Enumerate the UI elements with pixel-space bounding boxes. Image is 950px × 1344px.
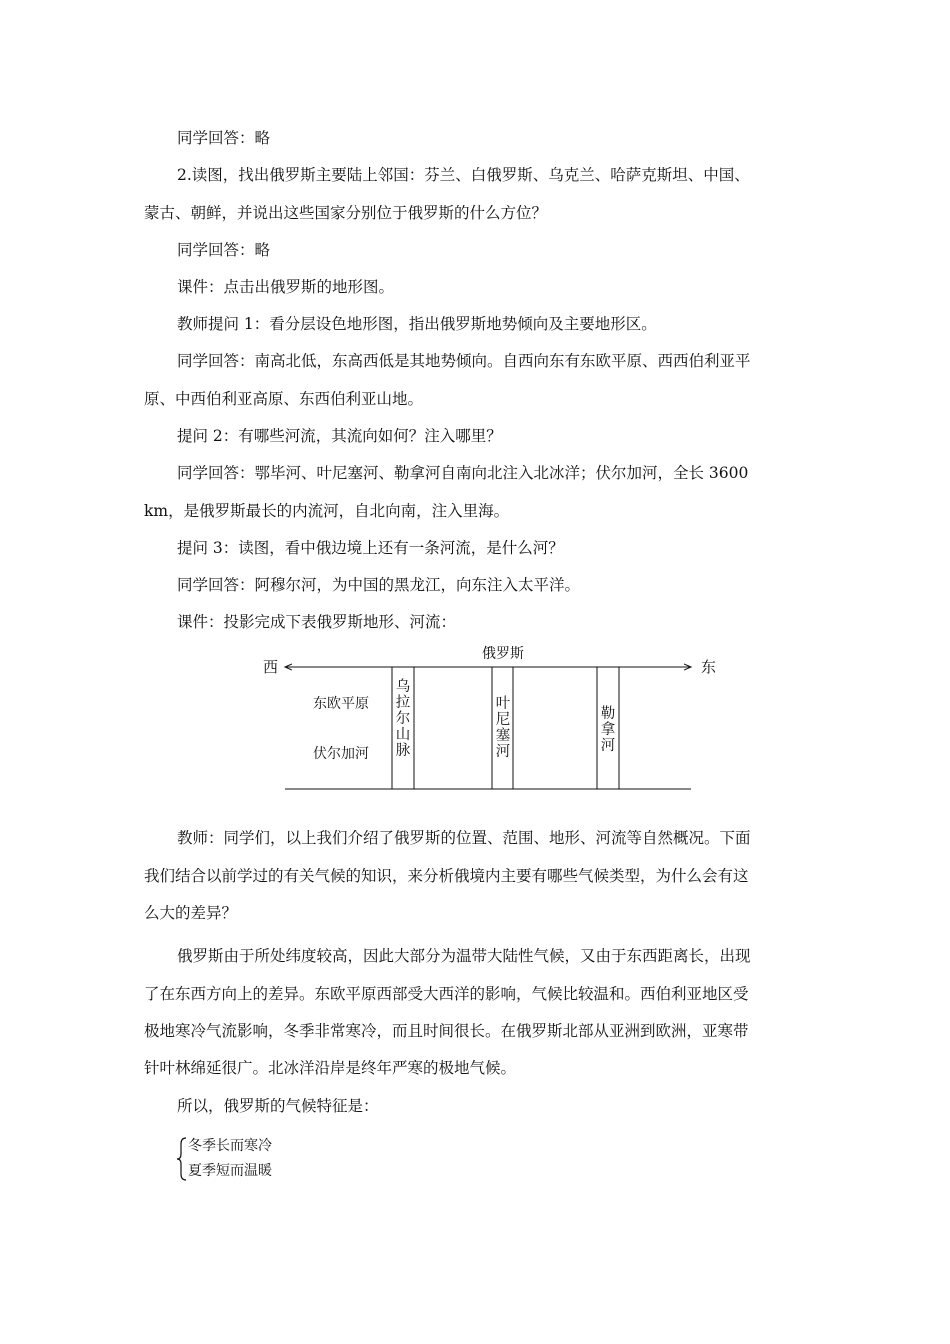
paragraph: 同学回答：略 [177,129,271,147]
paragraph: 同学回答：鄂毕河、叶尼塞河、勒拿河自南向北注入北冰洋；伏尔加河，全长 3600 [177,464,749,482]
paragraph: 提问 3：读图，看中俄边境上还有一条河流，是什么河？ [177,539,564,557]
paragraph: 所以，俄罗斯的气候特征是： [177,1097,379,1115]
climate-summer: 夏季短而温暖 [188,1163,272,1179]
svg-text:拉: 拉 [395,695,411,711]
svg-text:尼: 尼 [495,712,511,728]
svg-text:拿: 拿 [600,722,616,738]
paragraph: 课件：点击出俄罗斯的地形图。 [177,278,395,296]
paragraph: 俄罗斯由于所处纬度较高，因此大部分为温带大陆性气候，又由于东西距离长，出现 [177,947,751,965]
paragraph: 同学回答：南高北低，东高西低是其地势倾向。自西向东有东欧平原、西西伯利亚平 [177,352,751,370]
svg-text:叶: 叶 [495,696,511,712]
paragraph: 了在东西方向上的差异。东欧平原西部受大西洋的影响，气候比较温和。西伯利亚地区受 [144,985,749,1003]
svg-text:河: 河 [495,744,511,760]
col-ural [396,678,411,759]
paragraph: 蒙古、朝鲜，并说出这些国家分别位于俄罗斯的什么方位？ [144,204,548,222]
svg-text:河: 河 [600,738,616,754]
paragraph: 2.读图，找出俄罗斯主要陆上邻国：芬兰、白俄罗斯、乌克兰、哈萨克斯坦、中国、 [177,166,750,184]
paragraph: 教师提问 1：看分层设色地形图，指出俄罗斯地势倾向及主要地形区。 [177,315,657,333]
diagram-title: 俄罗斯 [482,646,524,662]
paragraph: 极地寒冷气流影响，冬季非常寒冷，而且时间很长。在俄罗斯北部从亚洲到欧洲，亚寒带 [144,1022,749,1040]
paragraph: 我们结合以前学过的有关气候的知识，来分析俄境内主要有哪些气候类型，为什么会有这 [144,867,749,885]
paragraph: 么大的差异？ [144,904,238,922]
col-lena [601,705,616,754]
svg-text:乌: 乌 [395,679,411,695]
col-yenisei [496,695,511,760]
curly-brace [176,1136,188,1182]
svg-text:脉: 脉 [395,743,411,759]
paragraph: 原、中西伯利亚高原、东西伯利亚山地。 [144,390,424,408]
paragraph: 同学回答：略 [177,241,271,259]
paragraph: km，是俄罗斯最长的内流河，自北向南，注入里海。 [144,502,510,520]
svg-text:山: 山 [395,727,411,743]
svg-text:勒: 勒 [600,706,616,722]
svg-text:尔: 尔 [395,711,411,727]
paragraph: 提问 2：有哪些河流，其流向如何？注入哪里？ [177,427,502,445]
svg-text:塞: 塞 [495,728,511,744]
russia-terrain-diagram [255,640,725,795]
paragraph: 教师：同学们，以上我们介绍了俄罗斯的位置、范围、地形、河流等自然概况。下面 [177,829,751,847]
row-label-plain: 东欧平原 [313,696,369,712]
paragraph: 针叶林绵延很广。北冰洋沿岸是终年严寒的极地气候。 [144,1059,517,1077]
climate-winter: 冬季长而寒冷 [188,1138,272,1154]
row-label-river: 伏尔加河 [313,746,369,762]
east-label: 东 [701,658,717,676]
west-label: 西 [263,658,279,676]
paragraph: 同学回答：阿穆尔河，为中国的黑龙江，向东注入太平洋。 [177,576,581,594]
paragraph: 课件：投影完成下表俄罗斯地形、河流： [177,613,457,631]
